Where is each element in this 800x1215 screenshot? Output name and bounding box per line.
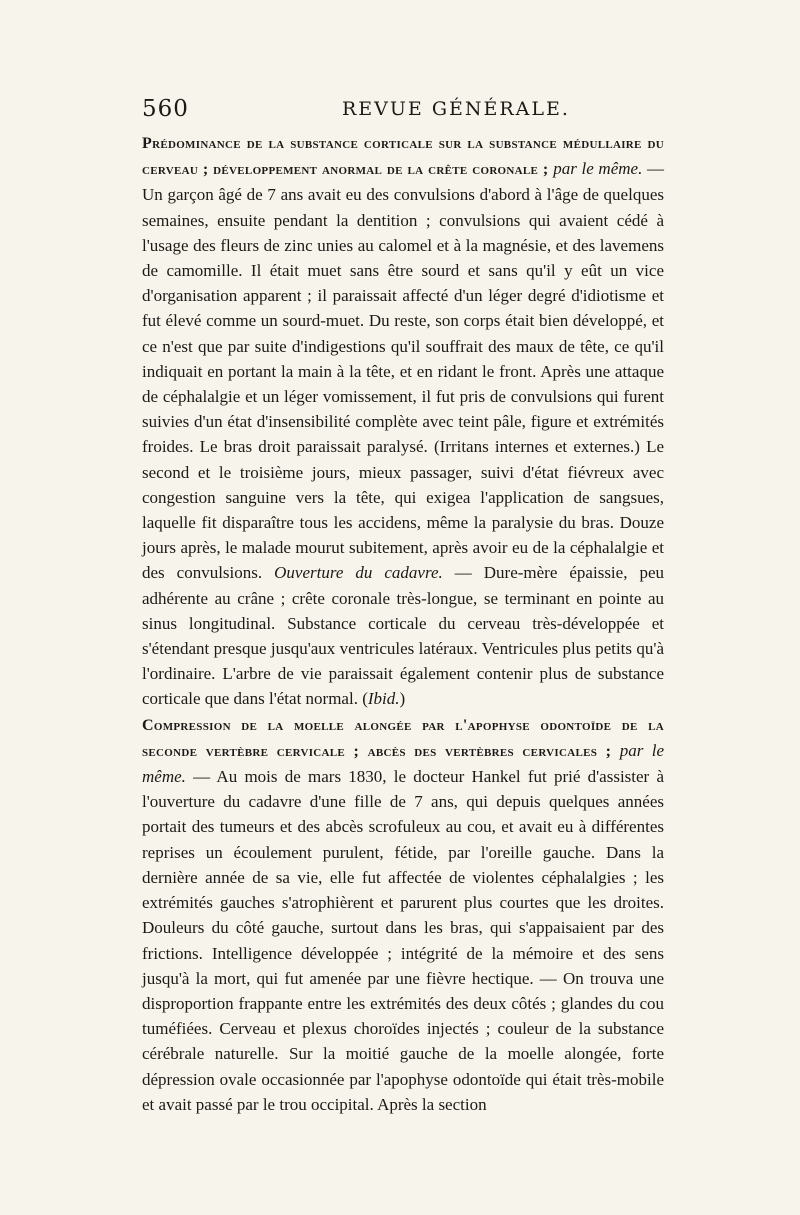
article-medulla-compression — [142, 712, 664, 1117]
article-title: Compression de la moelle alongée par l'apophyse odontoïde de la seconde vertèbre cervicale ; abcès des vertèbres cervicales ; — [142, 716, 664, 760]
page-header — [142, 96, 672, 126]
article-text: ) — [399, 689, 406, 709]
citation: Ibid. — [367, 689, 400, 709]
autopsy-heading: Ouverture du cadavre. — [274, 563, 443, 583]
article-text: — Un garçon âgé de 7 ans avait eu des convulsions d'abord à l'âge de quelques semaines, ensuite pendant la dentition ; convulsions qui avaient cédé à l'usage des fleurs de zinc unies au calomel et à la magnésie, et des lavemens de camomille. Il était muet sans être sourd et sans qu'il y eût un vice d'organisation apparent ; il paraissait affecté d'un léger degré d'idiotisme et fut élevé comme un sourd-muet. Du reste, son corps était bien développé, et ce n'est que par suite d'indigestions qu'il souffrait des maux de tête, ce qu'il indiquait en portant la main à la tête, et en ridant le front. Après une attaque de céphalalgie et un léger vomissement, il fut pris de convulsions qui furent suivies d'un état d'insensibilité complète avec teint pâle, figure et extrémités froides. Le bras droit paraissait paralysé. (Irritans internes et externes.) Le second et le troisième jours, mieux passager, suivi d'état fiévreux avec congestion sanguine vers la tête, qui exigea l'application de sangsues, laquelle fit disparaître tous les accidens, même la paralysie du bras. Douze jours après, le malade mourut subitement, après avoir eu de la céphalalgie et des convulsions. — [142, 159, 664, 583]
article-text: — Dure-mère épaissie, peu adhérente au crâne ; crête coronale très-longue, se terminant en pointe au sinus longitudinal. Substance corticale du cerveau très-développée et s'étendant presque jusqu'aux ventricules latéraux. Ventricules plus petits qu'à l'ordinaire. L'arbre de vie paraissait également contenir plus de substance corticale que dans l'état normal. ( — [142, 563, 665, 709]
article-title: Prédominance de la substance corticale sur la substance médullaire du cerveau ; développement anormal de la crête coronale ; — [142, 135, 664, 179]
article-text: — Au mois de mars 1830, le docteur Hankel fut prié d'assister à l'ouverture du cadavre d'une fille de 7 ans, qui depuis quelques années portait des tumeurs et des abcès scrofuleux au cou, et avait eu à différentes reprises un écoulement purulent, fétide, par l'oreille gauche. Dans la dernière année de sa vie, elle fut affectée de violentes céphalalgies ; les extrémités gauches s'atrophièrent et parurent plus courtes que les droites. Douleurs du côté gauche, surtout dans les bras, qui s'appaisaient par des frictions. Intelligence développée ; intégrité de la mémoire et des sens jusqu'à la mort, qui fut amenée par une fièvre hectique. — On trouva une disproportion frappante entre les extrémités des deux côtés ; glandes du cou tuméfiées. Cerveau et plexus choroïdes injectés ; couleur de la substance cérébrale naturelle. Sur la moitié gauche de la moelle alongée, forte dépression ovale occasionnée par l'apophyse odontoïde qui était très-mobile et avait passé par le trou occipital. Après la section — [142, 767, 664, 1114]
article-cortical-substance — [142, 130, 664, 712]
running-title: REVUE GÉNÉRALE. — [342, 98, 570, 120]
article-author: par le même. — [142, 740, 665, 787]
page-body — [142, 130, 664, 1117]
article-author: par le même. — [553, 159, 643, 179]
page-number: 560 — [142, 96, 189, 122]
